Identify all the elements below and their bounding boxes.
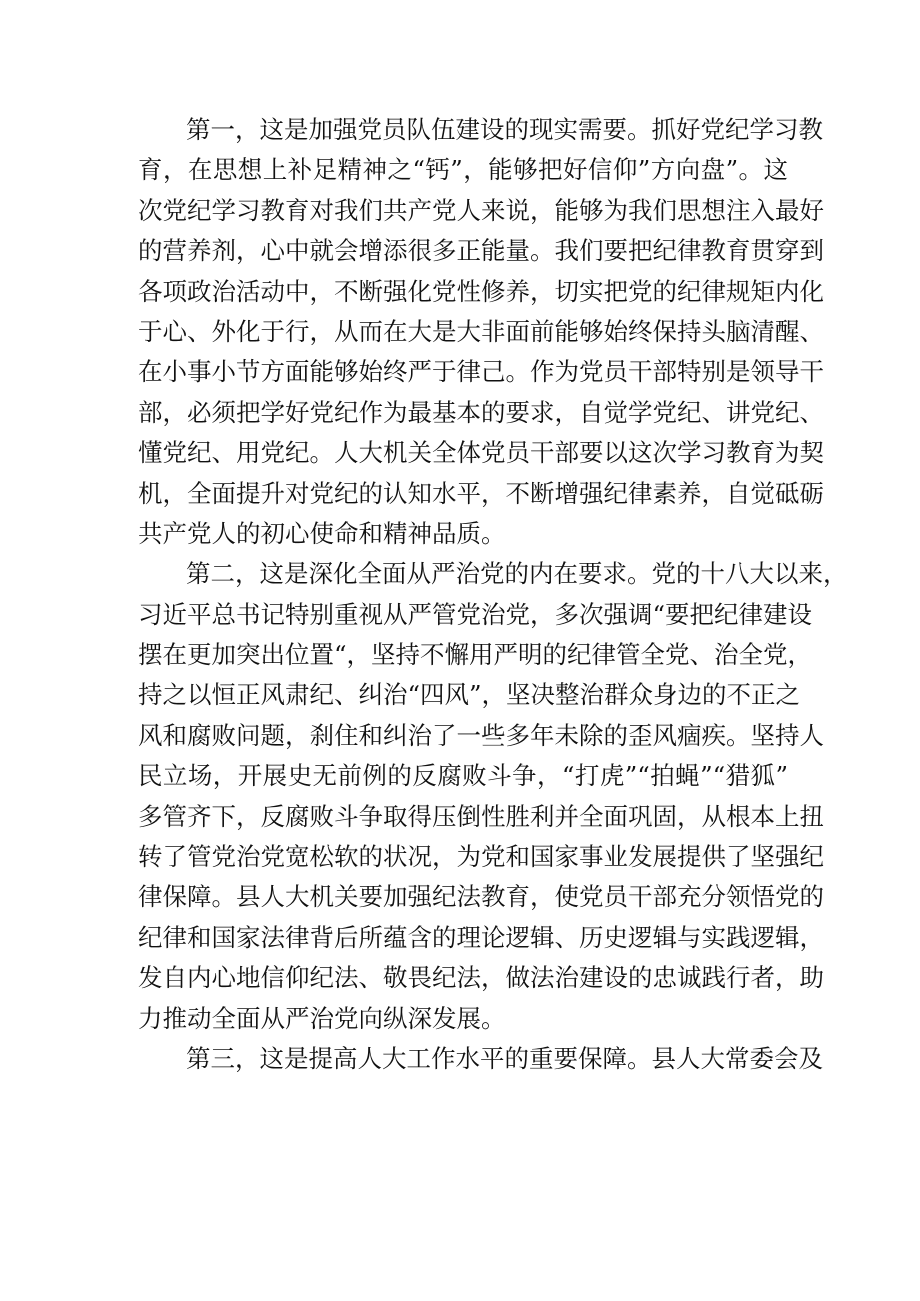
paragraph-line: 力推动全面从严治党向纵深发展。 — [138, 1003, 506, 1033]
paragraph-line: 机，全面提升对党纪的认知水平，不断增强纪律素养，自觉砥砺 — [138, 478, 824, 508]
paragraph-3 — [138, 1039, 823, 1079]
paragraph-line: 部，必须把学好党纪作为最基本的要求，自觉学党纪、讲党纪、 — [138, 397, 824, 427]
paragraph-line: 次党纪学习教育对我们共产党人来说，能够为我们思想注入最好 — [138, 195, 824, 225]
paragraph-line: 民立场，开展史无前例的反腐败斗争，“打虎”“拍蝇”“猎狐” — [138, 761, 788, 791]
paragraph-2 — [138, 554, 848, 1039]
paragraph-line: 发自内心地信仰纪法、敬畏纪法，做法治建设的忠诚践行者，助 — [138, 963, 824, 993]
paragraph-line: 共产党人的初心使命和精神品质。 — [138, 518, 506, 548]
paragraph-line: 律保障。县人大机关要加强纪法教育，使党员干部充分领悟党的 — [138, 882, 824, 912]
paragraph-line: 各项政治活动中，不断强化党性修养，切实把党的纪律规矩内化 — [138, 276, 824, 306]
document-body — [138, 110, 848, 1079]
paragraph-line: 摆在更加突出位置“，坚持不懈用严明的纪律管全党、治全党， — [138, 640, 813, 670]
paragraph-line: 风和腐败问题，刹住和纠治了一些多年未除的歪风痼疾。坚持人 — [138, 720, 824, 750]
paragraph-line: 于心、外化于行，从而在大是大非面前能够始终保持头脑清醒、 — [138, 316, 824, 346]
paragraph-line: 的营养剂，心中就会增添很多正能量。我们要把纪律教育贯穿到 — [138, 236, 824, 266]
paragraph-line: 第一，这是加强党员队伍建设的现实需要。抓好党纪学习教 — [186, 115, 823, 144]
paragraph-line: 育，在思想上补足精神之“钙”，能够把好信仰”方向盘”。这 — [138, 155, 788, 185]
paragraph-line: 在小事小节方面能够始终严于律己。作为党员干部特别是领导干 — [138, 357, 824, 387]
paragraph-line: 习近平总书记特别重视从严管党治党，多次强调“要把纪律建设 — [138, 599, 813, 629]
paragraph-1 — [138, 110, 824, 554]
paragraph-line: 转了管党治党宽松软的状况，为党和国家事业发展提供了坚强纪 — [138, 842, 824, 872]
paragraph-line: 懂党纪、用党纪。人大机关全体党员干部要以这次学习教育为契 — [138, 438, 824, 468]
paragraph-line: 持之以恒正风肃纪、纠治“四风”，坚决整治群众身边的不正之 — [138, 680, 801, 710]
paragraph-line: 第二，这是深化全面从严治党的内在要求。党的十八大以来， — [186, 559, 848, 589]
paragraph-line: 纪律和国家法律背后所蕴含的理论逻辑、历史逻辑与实践逻辑， — [138, 922, 824, 952]
paragraph-line: 多管齐下，反腐败斗争取得压倒性胜利并全面巩固，从根本上扭 — [138, 801, 824, 831]
paragraph-line: 第三，这是提高人大工作水平的重要保障。县人大常委会及 — [186, 1043, 823, 1073]
